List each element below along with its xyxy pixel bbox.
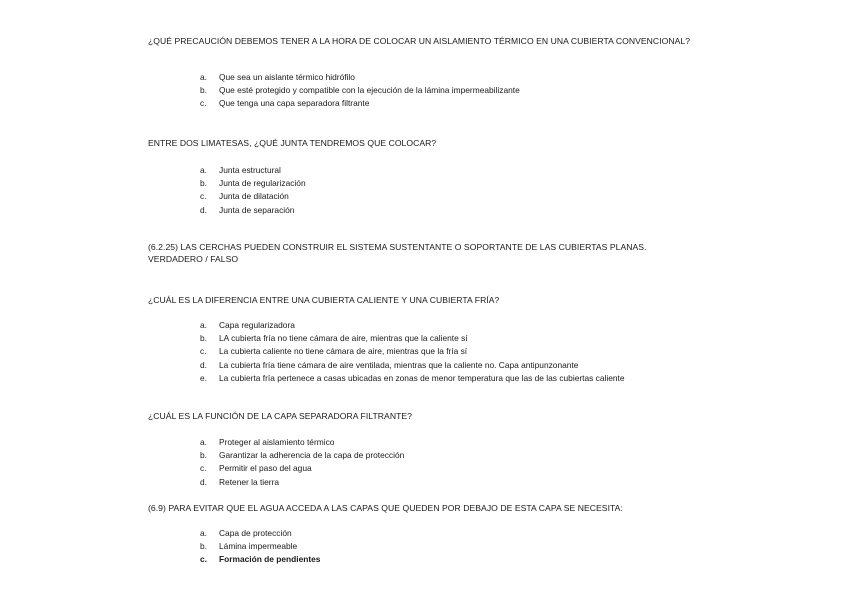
question-1: ¿QUÉ PRECAUCIÓN DEBEMOS TENER A LA HORA DE COLOCAR UN AISLAMIENTO TÉRMICO EN UNA CUBIERTA CONVENCIONAL? bbox=[148, 36, 691, 46]
option: b. LA cubierta fría no tiene cámara de aire, mientras que la caliente sí bbox=[200, 333, 468, 344]
option: d. Junta de separación bbox=[200, 204, 295, 215]
option-selected: c. Formación de pendientes bbox=[200, 554, 321, 565]
question-3: (6.2.25) LAS CERCHAS PUEDEN CONSTRUIR EL SISTEMA SUSTENTANTE O SOPORTANTE DE LAS CUBIERTAS PLANAS. VERDADERO / FALSO bbox=[148, 242, 647, 264]
question-2: ENTRE DOS LIMATESAS, ¿QUÉ JUNTA TENDREMOS QUE COLOCAR? bbox=[148, 138, 437, 148]
option: a. Capa regularizadora bbox=[200, 320, 295, 330]
options-6 bbox=[200, 527, 320, 567]
question-6: (6.9) PARA EVITAR QUE EL AGUA ACCEDA A LAS CAPAS QUE QUEDEN POR DEBAJO DE ESTA CAPA SE NECESITA: bbox=[148, 503, 623, 513]
question-5: ¿CUÁL ES LA FUNCIÓN DE LA CAPA SEPARADORA FILTRANTE? bbox=[148, 411, 412, 421]
option: c. Que tenga una capa separadora filtrante bbox=[200, 98, 370, 109]
option: c. La cubierta caliente no tiene cámara de aire, mientras que la fría sí bbox=[200, 346, 468, 357]
options-2 bbox=[200, 164, 306, 217]
option: b. Lámina impermeable bbox=[200, 541, 298, 552]
option: b. Junta de regularización bbox=[200, 178, 306, 189]
options-5 bbox=[200, 436, 404, 489]
option: a. Proteger al aislamiento térmico bbox=[200, 437, 335, 447]
options-4 bbox=[200, 319, 625, 385]
option: c. Permitir el paso del agua bbox=[200, 463, 312, 474]
option: a. Junta estructural bbox=[200, 165, 281, 175]
question-4: ¿CUÁL ES LA DIFERENCIA ENTRE UNA CUBIERTA CALIENTE Y UNA CUBIERTA FRÍA? bbox=[148, 295, 500, 305]
option: d. La cubierta fría tiene cámara de aire ventilada, mientras que la caliente no. Capa antipunzonante bbox=[200, 359, 579, 370]
option: b. Garantizar la adherencia de la capa de protección bbox=[200, 450, 405, 461]
option: c. Junta de dilatación bbox=[200, 191, 289, 202]
option: e. La cubierta fría pertenece a casas ubicadas en zonas de menor temperatura que las de las cubiertas caliente bbox=[200, 372, 625, 383]
option: a. Que sea un aislante térmico hidrófilo bbox=[200, 72, 355, 82]
options-1 bbox=[200, 71, 520, 111]
option: b. Que esté protegido y compatible con la ejecución de la lámina impermeabilizante bbox=[200, 85, 520, 96]
option: d. Retener la tierra bbox=[200, 476, 280, 487]
option: a. Capa de protección bbox=[200, 528, 292, 538]
